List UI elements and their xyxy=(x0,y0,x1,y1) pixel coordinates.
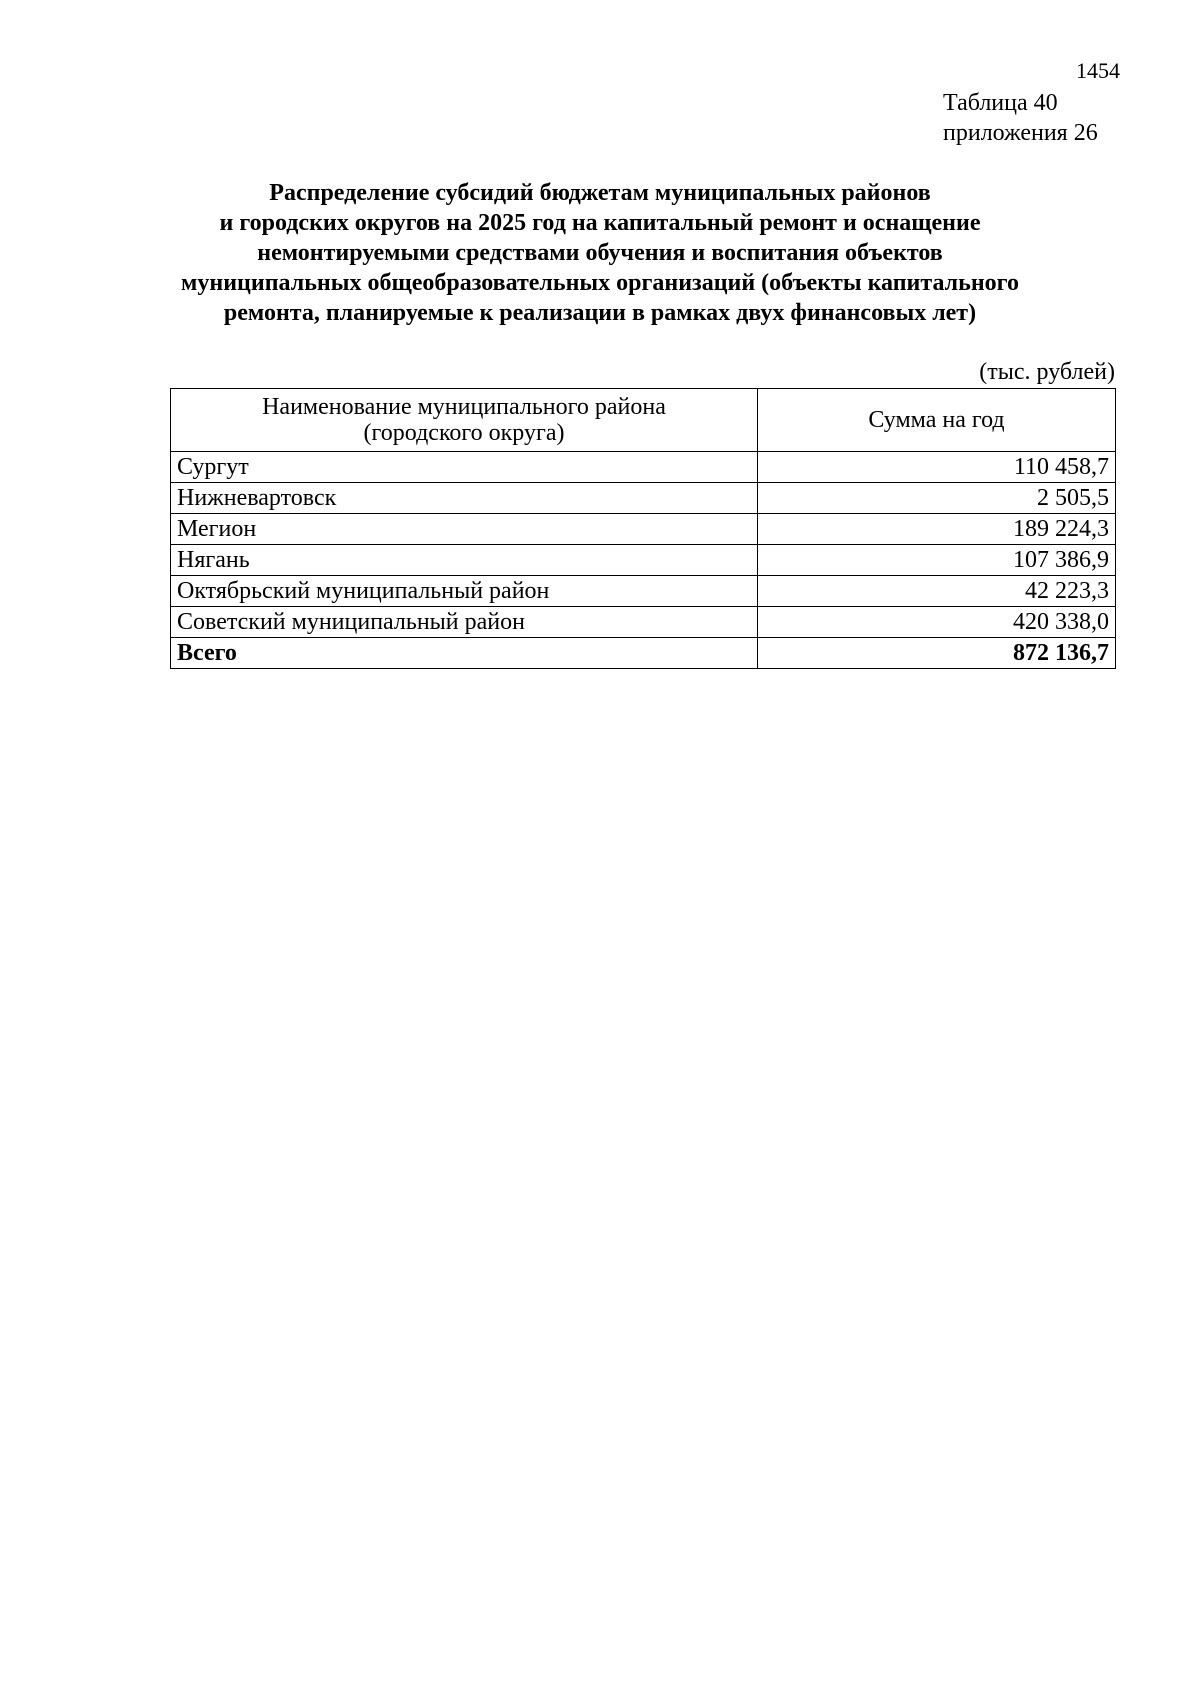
sum-value: 107 386,9 xyxy=(758,545,1116,576)
municipality-name: Сургут xyxy=(171,452,758,483)
header-sum: Сумма на год xyxy=(758,389,1116,452)
allocation-table xyxy=(170,388,1116,669)
title-line: ремонта, планируемые к реализации в рамках двух финансовых лет) xyxy=(223,300,977,326)
total-row xyxy=(171,638,1116,669)
sum-value: 42 223,3 xyxy=(758,576,1116,607)
header-municipality xyxy=(171,389,758,452)
table-row xyxy=(171,483,1116,514)
table-reference-number: Таблица 40 xyxy=(943,90,1058,116)
title-line: муниципальных общеобразовательных организаций (объекты капитального xyxy=(181,270,1019,296)
municipality-name: Нягань xyxy=(171,545,758,576)
header-municipality-line1: Наименование муниципального района xyxy=(262,394,666,420)
table-reference-appendix: приложения 26 xyxy=(943,120,1098,146)
table-row xyxy=(171,452,1116,483)
sum-value: 189 224,3 xyxy=(758,514,1116,545)
header-municipality-line2: (городского округа) xyxy=(363,420,565,446)
municipality-name: Мегион xyxy=(171,514,758,545)
title-line: немонтируемыми средствами обучения и воспитания объектов xyxy=(257,240,943,266)
municipality-name: Советский муниципальный район xyxy=(171,607,758,638)
sum-value: 110 458,7 xyxy=(758,452,1116,483)
table-row xyxy=(171,514,1116,545)
document-title xyxy=(150,178,1050,328)
page-number: 1454 xyxy=(1076,58,1120,83)
title-line: Распределение субсидий бюджетам муниципальных районов xyxy=(269,180,931,206)
sum-value: 2 505,5 xyxy=(758,483,1116,514)
units-label: (тыс. рублей) xyxy=(979,359,1115,385)
table-reference xyxy=(943,88,1098,148)
total-label: Всего xyxy=(171,638,758,669)
municipality-name: Нижневартовск xyxy=(171,483,758,514)
total-value: 872 136,7 xyxy=(758,638,1116,669)
table-row xyxy=(171,576,1116,607)
title-line: и городских округов на 2025 год на капитальный ремонт и оснащение xyxy=(219,210,981,236)
table-header-row xyxy=(171,389,1116,452)
municipality-name: Октябрьский муниципальный район xyxy=(171,576,758,607)
sum-value: 420 338,0 xyxy=(758,607,1116,638)
table-row xyxy=(171,607,1116,638)
table-row xyxy=(171,545,1116,576)
